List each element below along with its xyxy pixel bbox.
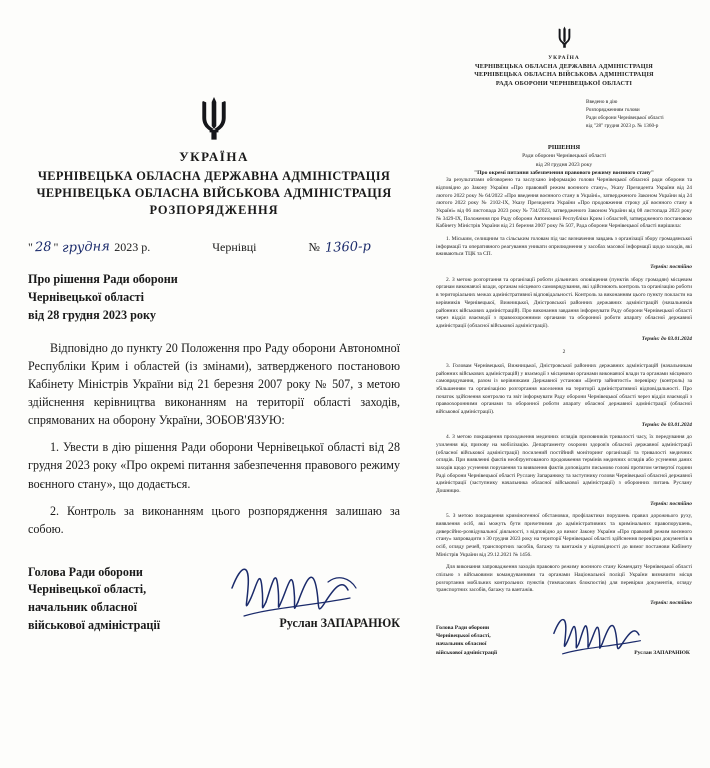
page-number: 2 <box>562 349 566 356</box>
signature-name-right: Руслан ЗАПАРАНЮК <box>634 649 690 656</box>
signature-title-line-4: військової адміністрації <box>28 617 161 632</box>
decision-preamble: За результатами обговорено та заслухано інформацію голови Чернівецької обласної ради оборони та відповідно до Закону України «Про правовий режим воєнного стану», Указу Президента України від 24 лютого 2022 року № 64/2022 «Про введення воєнного стану в Україні», затвердженого Законом України від 24 лютого 2022 року № 2102-ІХ, Указу Президента України «Про продовження строку дії воєнного стану в Україні» від 06 листопада 2023 року № 734/2023, затвердженого Законом України від 08 листопада 2023 року № 3429-ІХ, Положення про Раду оборони Автономної Республіки Крим і областей, затвердженого постановою Кабінету Міністрів України від 21 березня 2007 року № 507, Рада оборони Чернівецької області вирішила: <box>436 177 692 230</box>
decision-body <box>436 177 692 607</box>
approve-line-2: Розпорядженням голови <box>586 107 640 114</box>
subject-line-3: від 28 грудня 2023 року <box>28 307 156 322</box>
org-line-2-right: ЧЕРНІВЕЦЬКА ОБЛАСНА ВІЙСЬКОВА АДМІНІСТРАЦІЯ <box>474 71 654 79</box>
signature-block <box>28 564 400 634</box>
decision-org: Ради оборони Чернівецької області <box>522 153 606 160</box>
date-quote-close: " <box>53 240 59 255</box>
document-heading <box>28 149 400 218</box>
document-heading-right <box>436 55 692 90</box>
ukraine-trident-icon <box>28 96 400 147</box>
signature-title-line-2-right: Чернівецької області, <box>436 633 491 640</box>
org-line-2: ЧЕРНІВЕЦЬКА ОБЛАСНА ВІЙСЬКОВА АДМІНІСТРАЦІЯ <box>36 185 392 200</box>
document-subject <box>28 271 400 324</box>
decision-item-1: 2. З метою розгортання та організації роботи дільничих оповіщення (пунктів збору громадян) місцевим органам виконавчої влади, органам місцевого самоврядування, які здійснюють контроль та організацію роботи в територіальних межах адміністративної відповідальності. Контроль за виконанням цього пункту покласти на керівників Чернівецької, Вижницької, Дністровської районних державних адміністрацій (начальників районних військових адміністрацій). Про виконання завдання інформувати Раду оборони Чернівецької області через відділ взаємодії з правоохоронними органами та оборонної роботи апарату обласної державної адміністрації (обласної військової адміністрації). <box>436 276 692 329</box>
document-type: РОЗПОРЯДЖЕННЯ <box>149 203 279 218</box>
signature-title-line-1: Голова Ради оборони <box>28 564 143 579</box>
decision-item-2: 3. Головам Чернівецької, Вижницької, Дністровської районних державних адміністрацій (начальникам районних військових адміністрацій) у взаємодії з місцевими органами виконавчої влади та органами місцевого самоврядування, разом із керівниками Державної установи «Центр зайнятості» перевірку (контроль) за збільшенням та організацією розгортання населення на території адміністративної відповідальності. Про початок здійснення контролю та звіт інформувати Раду оборони Чернівецької області через відділ взаємодії з правоохоронними органами та оборонної роботи апарату обласної державної адміністрації (обласної військової адміністрації). <box>436 362 692 415</box>
decision-item-0: 1. Міським, селищним та сільським головам під час визначення завдань з організації збору громадянської інформації та оперативного реагування уникати оприлюднення у засобах масової інформації щодо заходів, які вживаються ТЦК та СП. <box>436 236 692 258</box>
signature-title-line-2: Чернівецької області, <box>28 582 147 597</box>
decision-term-3: Термін: постійно <box>650 500 692 507</box>
approve-line-1: Введено в дію <box>586 99 618 106</box>
document-city: Чернівці <box>212 240 257 255</box>
decision-item-4: 5. З метою покращення криміногенної обстановки, профілактики порушень правил дорожнього руху, виявлення осіб, які можуть бути причетними до адміністративних та кримінальних правопорушень, диверсійно-розвідувальної діяльності, з відповідно до вимог Закону України «Про правовий режим воєнного стану» запровадити з 30 грудня 2023 року на території Чернівецької області здійснення перевірки документів в осіб, огляду речей, транспортних засобів, багажу та вантажів у відповідності до вимог постанови Кабінету Міністрів України від 29.12.2021 № 1456. <box>436 513 692 558</box>
approve-line-3: Ради оборони Чернівецької області <box>586 115 664 122</box>
decision-word: РІШЕННЯ <box>547 143 581 151</box>
decision-item-3: 4. З метою покращення проходження медичних оглядів призовників тривалості часу, їх передування до ухилення від призову на мобілізацію. Департаменту охорони здоров'я обласної державної адміністрації (обласної військової адміністрації) посилений постійний моніторинг організації та тривалості медичних оглядів. При виявленні фактів необґрунтованого продовження термінів медичних оглядів або усунення даних заходів щодо усунення порушення та виявлення фактів доповідати письмово голові протягом четвертої години Раді оборони Чернівецької області Руслану Запаранюку та заступнику голови Чернівецької обласної державної адміністрації (заступнику начальника обласної військової адміністрації) з оборонних питань Руслану Дошницю. <box>436 434 692 494</box>
decision-term-0: Термін: постійно <box>650 264 692 271</box>
subject-line-2: Чернівецької області <box>28 290 144 305</box>
decision-term-2: Термін: до 03.01.2024 <box>641 421 692 428</box>
signature-title-line-3-right: начальник обласної <box>436 641 487 648</box>
org-line-1: ЧЕРНІВЕЦЬКА ОБЛАСНА ДЕРЖАВНА АДМІНІСТРАЦІЯ <box>37 169 391 183</box>
country-name: УКРАЇНА <box>179 149 249 164</box>
decision-date: від 28 грудня 2023 року <box>535 161 593 168</box>
org-line-3-right: РАДА ОБОРОНИ ЧЕРНІВЕЦЬКОЇ ОБЛАСТІ <box>495 80 633 88</box>
paragraph-preamble: Відповідно до пункту 20 Положення про Раду оборони Автономної Республіки Крим і областей (із змінами), затвердженого постановою Кабінету Міністрів України від 21 березня 2007 року № 507, з метою здійснення керівництва виконанням на території області заходів, спрямованих на оборону України, ЗОБОВ'ЯЗУЮ: <box>28 340 400 428</box>
date-quote-open: " <box>28 240 33 255</box>
approval-stamp <box>586 99 710 130</box>
decision-item-5: Для виконання запровадження заходів правового режиму воєнного стану Комендату Чернівецької області спільно з військовими командуваннями та органами Національної поліції України визначити місця розгортання мобільних контрольних пунктів (тимчасових блокпостів) для перевірки документів, огляду транспортних засобів, багажу та вантажів. <box>436 564 692 594</box>
decision-title: "Про окремі питання забезпечення правового режиму воєнного стану" <box>474 170 654 177</box>
document-number-label: № <box>308 240 320 255</box>
document-date-row <box>28 240 400 255</box>
date-month: грудня <box>62 239 111 257</box>
decision-term-5: Термін: постійно <box>650 600 692 606</box>
document-page-right <box>420 0 710 768</box>
date-day: 28 <box>34 240 52 256</box>
decision-term-1: Термін: до 03.01.2024 <box>641 335 692 342</box>
org-line-1-right: ЧЕРНІВЕЦЬКА ОБЛАСНА ДЕРЖАВНА АДМІНІСТРАЦІЯ <box>475 62 653 70</box>
date-year: 2023 р. <box>114 240 151 255</box>
country-name-right: УКРАЇНА <box>548 54 580 61</box>
approve-line-4: від "28" грудня 2023 р. № 1360-р <box>586 122 659 129</box>
paragraph-item-1: 1. Увести в дію рішення Ради оборони Чернівецької області від 28 грудня 2023 року «Про окремі питання забезпечення правового режиму воєнного стану», що додається. <box>28 440 400 491</box>
signature-title-line-4-right: військової адміністрації <box>436 649 498 656</box>
ukraine-trident-icon-right <box>436 26 692 53</box>
document-body <box>28 339 400 538</box>
decision-title-block <box>436 143 692 178</box>
signature-name: Руслан ЗАПАРАНЮК <box>279 615 400 630</box>
document-number-value: 1360-р <box>324 239 372 257</box>
paragraph-item-2: 2. Контроль за виконанням цього розпорядження залишаю за собою. <box>28 503 400 536</box>
signature-title-line-1-right: Голова Ради оборони <box>436 624 490 631</box>
signature-title-line-3: начальник обласної <box>28 600 137 614</box>
subject-line-1: Про рішення Ради оборони <box>28 272 178 287</box>
signature-block-right <box>436 624 692 658</box>
